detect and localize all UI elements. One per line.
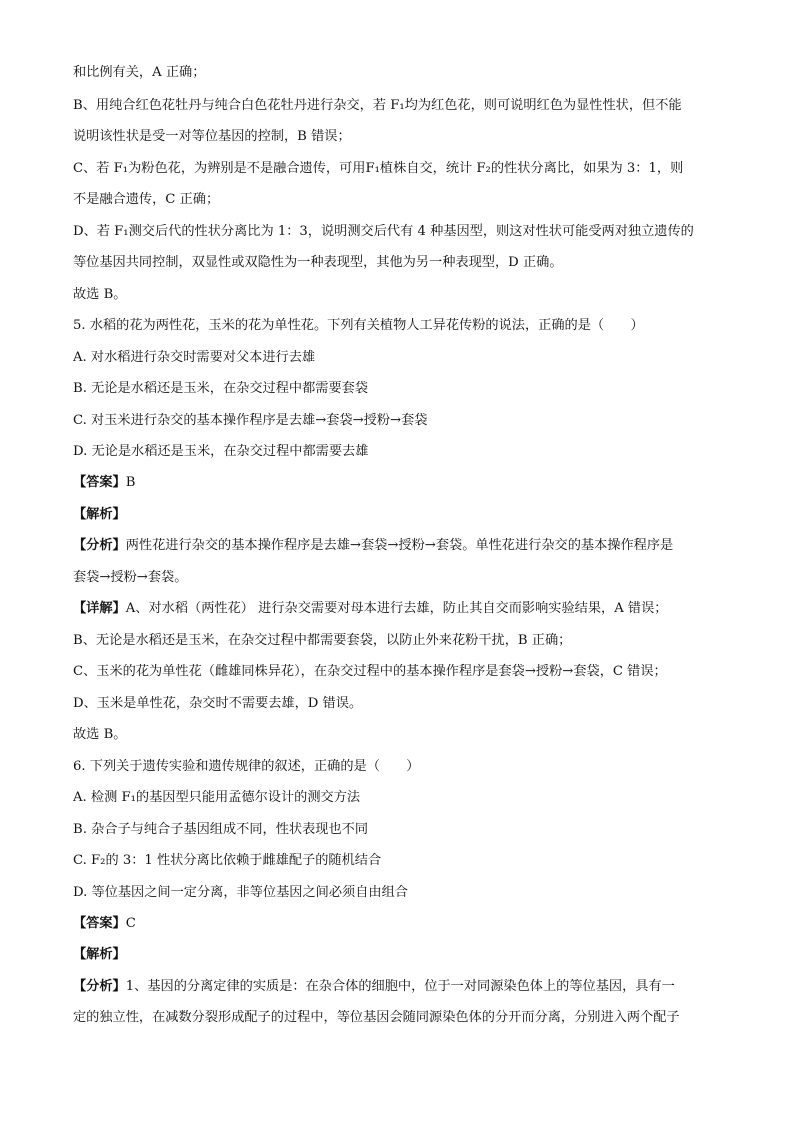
- answer-line: 【答案】B: [73, 475, 136, 490]
- question-6-option-d: D. 等位基因之间一定分离，非等位基因之间必须自由组合: [73, 885, 408, 900]
- detail-tag: 【详解】: [73, 601, 126, 616]
- question-6-option-c: C. F₂的 3：1 性状分离比依赖于雌雄配子的随机结合: [73, 853, 382, 868]
- text-line: 故选 B。: [73, 287, 127, 302]
- detail-line: 【详解】A、对水稻（两性花） 进行杂交需要对母本进行去雄，防止其自交而影响实验结果，A 错误；: [73, 601, 668, 616]
- analysis-tag: 【解析】: [73, 947, 126, 962]
- question-5-option-d: D. 无论是水稻还是玉米，在杂交过程中都需要去雄: [73, 444, 369, 459]
- question-6-stem: 6. 下列关于遗传实验和遗传规律的叙述，正确的是（ ）: [73, 759, 420, 774]
- question-5-option-c: C. 对玉米进行杂交的基本操作程序是去雄→套袋→授粉→套袋: [73, 413, 428, 428]
- text-line: 定的独立性，在减数分裂形成配子的过程中，等位基因会随同源染色体的分开而分离，分别进入两个配子: [73, 1010, 680, 1025]
- text-line: 不是融合遗传，C 正确；: [73, 192, 220, 207]
- text-line: B、用纯合红色花牡丹与纯合白色花牡丹进行杂交，若 F₁均为红色花，则可说明红色为显性性状，但不能: [73, 98, 682, 113]
- analysis-line: 【分析】两性花进行杂交的基本操作程序是去雄→套袋→授粉→套袋。单性花进行杂交的基本操作程序是: [73, 538, 674, 553]
- text-line: D、玉米是单性花，杂交时不需要去雄，D 错误。: [73, 696, 363, 711]
- analysis-sub-tag: 【分析】: [73, 979, 126, 994]
- analysis-tag: 【解析】: [73, 507, 126, 522]
- text-line: 等位基因共同控制，双显性或双隐性为一种表现型，其他为另一种表现型，D 正确。: [73, 255, 563, 270]
- analysis-heading: [73, 506, 723, 524]
- text-line: B、无论是水稻还是玉米，在杂交过程中都需要套袋，以防止外来花粉干扰，B 正确；: [73, 633, 572, 648]
- analysis-line: 【分析】1、基因的分离定律的实质是：在杂合体的细胞中，位于一对同源染色体上的等位基因，具有一: [73, 979, 675, 994]
- text-line: 套袋→授粉→套袋。: [73, 570, 188, 585]
- text-line: D、若 F₁测交后代的性状分离比为 1：3，说明测交后代有 4 种基因型，则这对性状可能受两对独立遗传的: [73, 224, 694, 239]
- text-line: C、若 F₁为粉色花，为辨别是不是融合遗传，可用F₁植株自交，统计 F₂的性状分离比，如果为 3：1，则: [73, 161, 684, 176]
- text-line: 和比例有关，A 正确；: [73, 65, 206, 80]
- analysis-heading: [73, 946, 723, 964]
- analysis-sub-tag: 【分析】: [73, 538, 126, 553]
- answer-tag: 【答案】: [73, 916, 126, 931]
- question-5-option-a: A. 对水稻进行杂交时需要对父本进行去雄: [73, 350, 316, 365]
- question-6-option-a: A. 检测 F₁的基因型只能用孟德尔设计的测交方法: [73, 790, 361, 805]
- answer-tag: 【答案】: [73, 475, 126, 490]
- text-line: 故选 B。: [73, 727, 127, 742]
- answer-line: 【答案】C: [73, 916, 136, 931]
- question-5-stem: 5. 水稻的花为两性花，玉米的花为单性花。下列有关植物人工异花传粉的说法，正确的是（ ）: [73, 318, 644, 333]
- text-line: C、玉米的花为单性花（雌雄同株异花），在杂交过程中的基本操作程序是套袋→授粉→套袋，C 错误；: [73, 664, 667, 679]
- text-line: 说明该性状是受一对等位基因的控制，B 错误；: [73, 129, 351, 144]
- question-5-option-b: B. 无论是水稻还是玉米，在杂交过程中都需要套袋: [73, 381, 369, 396]
- question-6-option-b: B. 杂合子与纯合子基因组成不同，性状表现也不同: [73, 822, 369, 837]
